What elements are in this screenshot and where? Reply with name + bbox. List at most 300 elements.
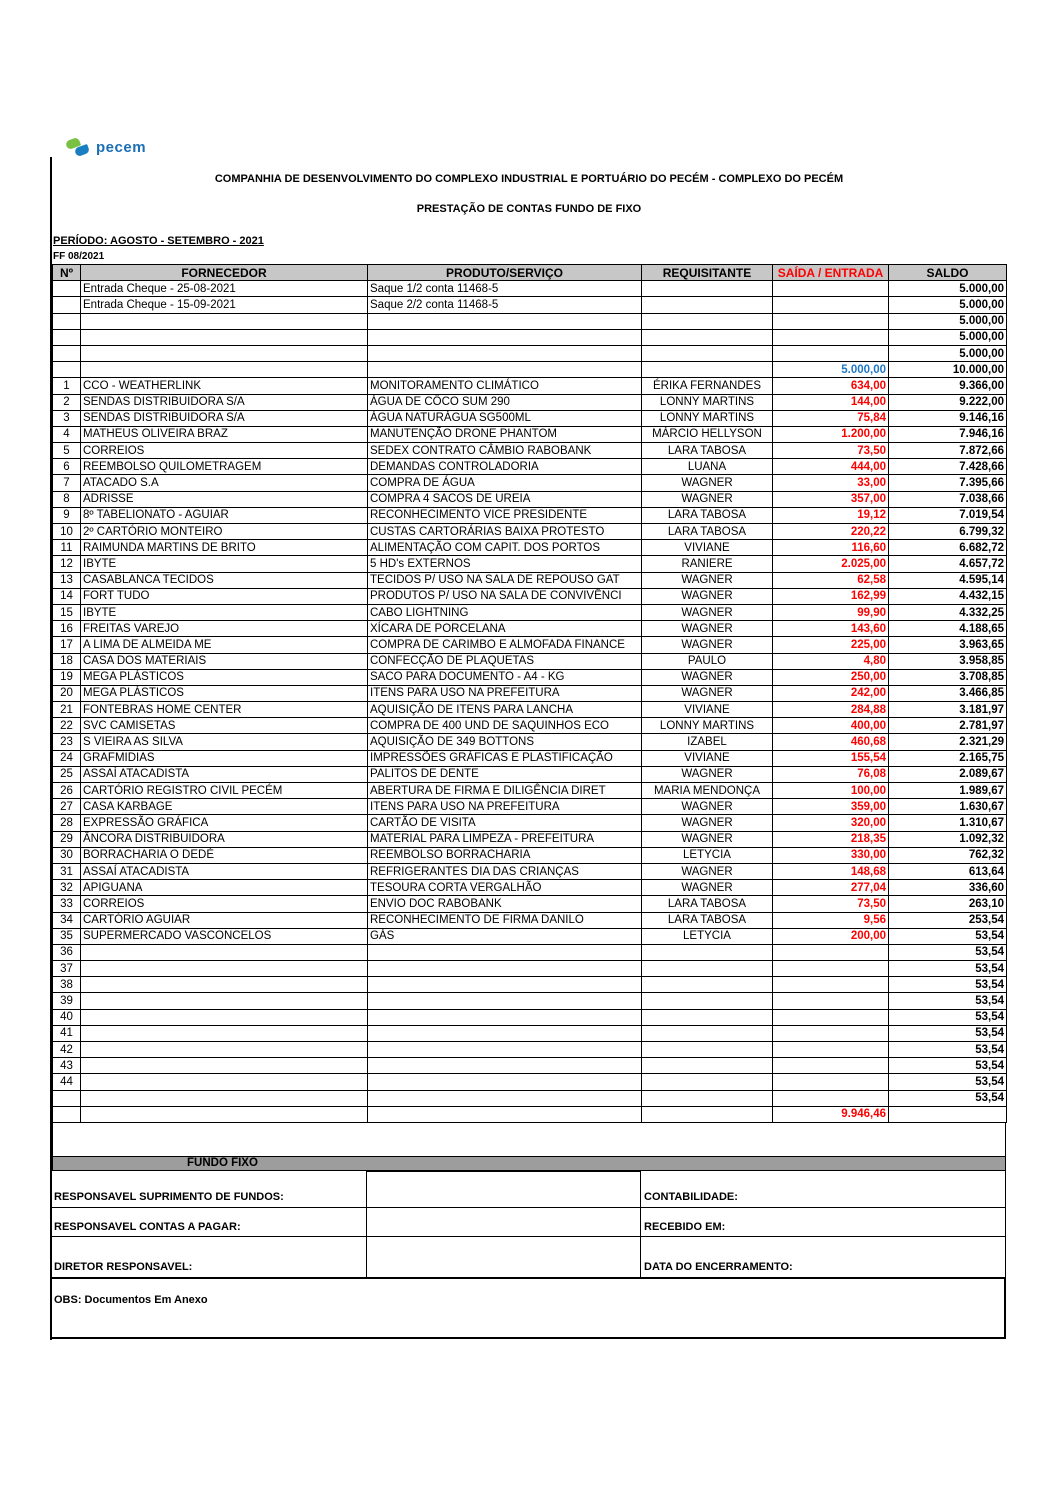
cell-n (53, 297, 81, 313)
cell-saldo: 6.682,72 (889, 540, 1007, 556)
cell-requisitante: WAGNER (642, 669, 773, 685)
cell-saldo: 7.038,66 (889, 491, 1007, 507)
cell-n: 26 (53, 783, 81, 799)
cell-requisitante (642, 1090, 773, 1106)
cell-saldo: 2.321,29 (889, 734, 1007, 750)
cell-saida (773, 1025, 889, 1041)
table-row (53, 572, 1007, 588)
cell-saldo: 9.366,00 (889, 378, 1007, 394)
cell-produto: ÁGUA DE CÔCO SUM 290 (368, 394, 642, 410)
cell-saida: 220,22 (773, 524, 889, 540)
cell-n: 37 (53, 961, 81, 977)
cell-produto (368, 362, 642, 378)
cell-saldo: 4.432,15 (889, 588, 1007, 604)
cell-saldo: 53,54 (889, 993, 1007, 1009)
cell-produto: AQUISIÇÃO DE ITENS PARA LANCHA (368, 702, 642, 718)
cell-saldo: 2.781,97 (889, 718, 1007, 734)
cell-fornecedor (81, 313, 368, 329)
cell-requisitante: LARA TABOSA (642, 912, 773, 928)
cell-saida (773, 1090, 889, 1106)
table-row (53, 734, 1007, 750)
cell-saida: 242,00 (773, 685, 889, 701)
cell-produto: PRODUTOS P/ USO NA SALA DE CONVIVÊNCI (368, 588, 642, 604)
cell-requisitante (642, 1058, 773, 1074)
cell-requisitante: WAGNER (642, 766, 773, 782)
cell-fornecedor: SUPERMERCADO VASCONCELOS (81, 928, 368, 944)
cell-n: 39 (53, 993, 81, 1009)
table-row (53, 783, 1007, 799)
cell-saldo: 3.181,97 (889, 702, 1007, 718)
cell-produto (368, 1106, 642, 1122)
cell-n: 25 (53, 766, 81, 782)
cell-fornecedor (81, 993, 368, 1009)
obs-label: OBS: Documentos Em Anexo (54, 1294, 208, 1306)
cell-requisitante: WAGNER (642, 491, 773, 507)
cell-saldo: 3.708,85 (889, 669, 1007, 685)
cell-fornecedor: SENDAS DISTRIBUIDORA S/A (81, 394, 368, 410)
cell-n: 18 (53, 653, 81, 669)
ff-code: FF 08/2021 (53, 251, 105, 262)
table-row (53, 459, 1007, 475)
cell-produto: COMPRA DE CARIMBO E ALMOFADA FINANCE (368, 637, 642, 653)
cell-fornecedor: ADRISSE (81, 491, 368, 507)
cell-saldo: 5.000,00 (889, 297, 1007, 313)
cell-saldo: 2.165,75 (889, 750, 1007, 766)
cell-produto (368, 1058, 642, 1074)
cell-produto: MATERIAL PARA LIMPEZA - PREFEITURA (368, 831, 642, 847)
table-row (53, 928, 1007, 944)
company-logo (66, 136, 146, 158)
cell-requisitante: LUANA (642, 459, 773, 475)
cell-saldo: 762,32 (889, 847, 1007, 863)
cell-produto: DEMANDAS CONTROLADORIA (368, 459, 642, 475)
table-row (53, 443, 1007, 459)
cell-saida (773, 961, 889, 977)
cell-requisitante: IZABEL (642, 734, 773, 750)
obs-box (52, 1278, 1006, 1339)
cell-fornecedor: CORREIOS (81, 896, 368, 912)
cell-produto: MANUTENÇÃO DRONE PHANTOM (368, 426, 642, 442)
cell-requisitante: WAGNER (642, 604, 773, 620)
cell-produto (368, 977, 642, 993)
table-row (53, 750, 1007, 766)
table-row (53, 426, 1007, 442)
table-row (53, 961, 1007, 977)
cell-saldo: 1.092,32 (889, 831, 1007, 847)
cell-requisitante (642, 1106, 773, 1122)
cell-saldo: 6.799,32 (889, 524, 1007, 540)
cell-fornecedor: ATACADO S.A (81, 475, 368, 491)
cell-saida (773, 993, 889, 1009)
cell-fornecedor: RAIMUNDA MARTINS DE BRITO (81, 540, 368, 556)
cell-n: 35 (53, 928, 81, 944)
cell-saida: 330,00 (773, 847, 889, 863)
table-row (53, 637, 1007, 653)
cell-fornecedor (81, 944, 368, 960)
cell-n (53, 1090, 81, 1106)
cell-requisitante: PAULO (642, 653, 773, 669)
table-row (53, 475, 1007, 491)
cell-produto (368, 1009, 642, 1025)
table-row (53, 880, 1007, 896)
table-row (53, 507, 1007, 523)
document-title: COMPANHIA DE DESENVOLVIMENTO DO COMPLEXO INDUSTRIAL E PORTUÁRIO DO PECÉM - COMPLEXO DO PECÉM (214, 173, 844, 185)
table-row (53, 1074, 1007, 1090)
cell-saldo: 2.089,67 (889, 766, 1007, 782)
cell-fornecedor: ÂNCORA DISTRIBUIDORA (81, 831, 368, 847)
table-row (53, 540, 1007, 556)
cell-fornecedor (81, 1025, 368, 1041)
label-diretor: DIRETOR RESPONSAVEL: (54, 1261, 193, 1273)
cell-saldo: 3.963,65 (889, 637, 1007, 653)
table-row (53, 766, 1007, 782)
cell-saldo: 1.310,67 (889, 815, 1007, 831)
cell-produto: CARTÃO DE VISITA (368, 815, 642, 831)
cell-saldo: 53,54 (889, 944, 1007, 960)
cell-requisitante: LONNY MARTINS (642, 718, 773, 734)
cell-fornecedor: EXPRESSÃO GRÁFICA (81, 815, 368, 831)
rows-body (53, 378, 1007, 1123)
pecem-logo-icon (66, 138, 92, 156)
cell-fornecedor: FREITAS VAREJO (81, 621, 368, 637)
cell-requisitante: WAGNER (642, 588, 773, 604)
cell-produto: CUSTAS CARTORÁRIAS BAIXA PROTESTO (368, 524, 642, 540)
cell-saida (773, 297, 889, 313)
cell-requisitante: LONNY MARTINS (642, 410, 773, 426)
table-row (53, 524, 1007, 540)
cell-saida: 9,56 (773, 912, 889, 928)
cell-produto: REEMBOLSO BORRACHARIA (368, 847, 642, 863)
cell-requisitante: LETYCIA (642, 847, 773, 863)
cell-fornecedor: CORREIOS (81, 443, 368, 459)
cell-requisitante: LETYCIA (642, 928, 773, 944)
accounts-table (52, 264, 1007, 1123)
cell-produto (368, 1025, 642, 1041)
cell-n: 13 (53, 572, 81, 588)
cell-saldo: 4.188,65 (889, 621, 1007, 637)
cell-saida: 225,00 (773, 637, 889, 653)
cell-fornecedor: CASA KARBAGE (81, 799, 368, 815)
cell-requisitante (642, 961, 773, 977)
table-row (53, 604, 1007, 620)
table-row (53, 815, 1007, 831)
cell-fornecedor (81, 345, 368, 361)
cell-saida: 9.946,46 (773, 1106, 889, 1122)
cell-saldo: 4.595,14 (889, 572, 1007, 588)
cell-produto (368, 329, 642, 345)
cell-requisitante (642, 993, 773, 1009)
cell-saldo: 53,54 (889, 1025, 1007, 1041)
table-row (53, 378, 1007, 394)
table-row (53, 1090, 1007, 1106)
cell-requisitante: MÁRCIO HELLYSON (642, 426, 773, 442)
fundo-fixo-bar (52, 1156, 1006, 1171)
entry-row (53, 281, 1007, 297)
table-row (53, 556, 1007, 572)
label-contas-pagar: RESPONSAVEL CONTAS A PAGAR: (54, 1221, 241, 1233)
cell-n: 30 (53, 847, 81, 863)
cell-produto: RECONHECIMENTO VICE PRESIDENTE (368, 507, 642, 523)
entry-row (53, 313, 1007, 329)
cell-produto: CONFECÇÃO DE PLAQUETAS (368, 653, 642, 669)
cell-saida: 359,00 (773, 799, 889, 815)
cell-saldo: 9.146,16 (889, 410, 1007, 426)
table-header-row (53, 265, 1007, 281)
entries-body (53, 281, 1007, 378)
cell-saida: 357,00 (773, 491, 889, 507)
cell-produto: SACO PARA DOCUMENTO - A4 - KG (368, 669, 642, 685)
cell-saldo: 5.000,00 (889, 345, 1007, 361)
cell-saldo: 613,64 (889, 863, 1007, 879)
cell-requisitante (642, 313, 773, 329)
cell-saida: 75,84 (773, 410, 889, 426)
cell-produto: ITENS PARA USO NA PREFEITURA (368, 799, 642, 815)
cell-produto: ENVIO DOC RABOBANK (368, 896, 642, 912)
cell-saldo: 4.657,72 (889, 556, 1007, 572)
cell-n: 8 (53, 491, 81, 507)
cell-n: 2 (53, 394, 81, 410)
cell-n: 21 (53, 702, 81, 718)
cell-produto: CABO LIGHTNING (368, 604, 642, 620)
cell-n: 29 (53, 831, 81, 847)
table-row (53, 702, 1007, 718)
cell-saida: 19,12 (773, 507, 889, 523)
cell-n: 9 (53, 507, 81, 523)
cell-requisitante: VIVIANE (642, 702, 773, 718)
cell-fornecedor: MEGA PLÁSTICOS (81, 669, 368, 685)
cell-fornecedor: CCO - WEATHERLINK (81, 378, 368, 394)
cell-n: 17 (53, 637, 81, 653)
cell-n: 23 (53, 734, 81, 750)
cell-produto: GÁS (368, 928, 642, 944)
cell-saldo: 53,54 (889, 1090, 1007, 1106)
table-row (53, 718, 1007, 734)
cell-saida: 4,80 (773, 653, 889, 669)
cell-saldo: 1.630,67 (889, 799, 1007, 815)
table-row (53, 669, 1007, 685)
table-row (53, 588, 1007, 604)
table-row (53, 1009, 1007, 1025)
cell-saldo: 53,54 (889, 977, 1007, 993)
cell-n: 15 (53, 604, 81, 620)
cell-saldo: 53,54 (889, 1074, 1007, 1090)
cell-saida: 99,90 (773, 604, 889, 620)
cell-requisitante: WAGNER (642, 621, 773, 637)
cell-n: 42 (53, 1042, 81, 1058)
cell-produto (368, 993, 642, 1009)
cell-requisitante: LARA TABOSA (642, 507, 773, 523)
cell-saida (773, 329, 889, 345)
cell-requisitante: WAGNER (642, 572, 773, 588)
label-contabilidade: CONTABILIDADE: (644, 1191, 738, 1203)
cell-saida (773, 345, 889, 361)
cell-n: 38 (53, 977, 81, 993)
cell-saldo: 10.000,00 (889, 362, 1007, 378)
table-row (53, 410, 1007, 426)
cell-saida: 1.200,00 (773, 426, 889, 442)
table-row (53, 912, 1007, 928)
cell-n: 22 (53, 718, 81, 734)
cell-produto (368, 944, 642, 960)
cell-saida: 144,00 (773, 394, 889, 410)
cell-n: 32 (53, 880, 81, 896)
cell-saida (773, 1058, 889, 1074)
cell-n: 36 (53, 944, 81, 960)
table-row (53, 896, 1007, 912)
cell-saida: 100,00 (773, 783, 889, 799)
cell-saida: 320,00 (773, 815, 889, 831)
cell-fornecedor: ASSAÍ ATACADISTA (81, 863, 368, 879)
table-row (53, 993, 1007, 1009)
cell-saldo: 7.428,66 (889, 459, 1007, 475)
cell-saldo: 7.395,66 (889, 475, 1007, 491)
cell-fornecedor: 2º CARTÓRIO MONTEIRO (81, 524, 368, 540)
cell-n (53, 329, 81, 345)
cell-saida: 143,60 (773, 621, 889, 637)
cell-fornecedor: MATHEUS OLIVEIRA BRAZ (81, 426, 368, 442)
cell-produto: Saque 2/2 conta 11468-5 (368, 297, 642, 313)
cell-n: 24 (53, 750, 81, 766)
entry-row (53, 329, 1007, 345)
cell-saida: 73,50 (773, 443, 889, 459)
cell-saldo: 53,54 (889, 928, 1007, 944)
cell-requisitante (642, 362, 773, 378)
cell-fornecedor (81, 1042, 368, 1058)
cell-saida (773, 313, 889, 329)
cell-produto: ABERTURA DE FIRMA E DILIGÊNCIA DIRET (368, 783, 642, 799)
cell-fornecedor: S VIEIRA AS SILVA (81, 734, 368, 750)
cell-saida: 116,60 (773, 540, 889, 556)
cell-requisitante: LARA TABOSA (642, 443, 773, 459)
cell-saida: 76,08 (773, 766, 889, 782)
cell-saida: 460,68 (773, 734, 889, 750)
cell-saldo: 3.958,85 (889, 653, 1007, 669)
cell-saldo: 7.019,54 (889, 507, 1007, 523)
cell-saida: 33,00 (773, 475, 889, 491)
table-row (53, 394, 1007, 410)
cell-fornecedor: IBYTE (81, 556, 368, 572)
cell-saida: 155,54 (773, 750, 889, 766)
cell-n: 19 (53, 669, 81, 685)
cell-saldo: 3.466,85 (889, 685, 1007, 701)
cell-requisitante: LARA TABOSA (642, 896, 773, 912)
cell-requisitante: WAGNER (642, 863, 773, 879)
cell-n: 5 (53, 443, 81, 459)
cell-fornecedor (81, 329, 368, 345)
label-recebido: RECEBIDO EM: (644, 1221, 726, 1233)
cell-n: 16 (53, 621, 81, 637)
cell-n: 7 (53, 475, 81, 491)
cell-fornecedor (81, 362, 368, 378)
cell-saldo: 5.000,00 (889, 281, 1007, 297)
table-row (53, 621, 1007, 637)
cell-saida (773, 1074, 889, 1090)
header-saida-entrada: SAÍDA / ENTRADA (773, 265, 889, 281)
cell-fornecedor (81, 977, 368, 993)
logo-text: pecem (96, 138, 147, 156)
cell-produto: TESOURA CORTA VERGALHÃO (368, 880, 642, 896)
cell-n: 11 (53, 540, 81, 556)
cell-produto: ITENS PARA USO NA PREFEITURA (368, 685, 642, 701)
cell-fornecedor: 8º TABELIONATO - AGUIAR (81, 507, 368, 523)
cell-saldo: 7.872,66 (889, 443, 1007, 459)
cell-saldo: 53,54 (889, 1042, 1007, 1058)
cell-n: 31 (53, 863, 81, 879)
cell-fornecedor: GRAFMIDIAS (81, 750, 368, 766)
header-saldo: SALDO (889, 265, 1007, 281)
cell-produto: PALITOS DE DENTE (368, 766, 642, 782)
cell-produto (368, 1074, 642, 1090)
cell-requisitante (642, 1009, 773, 1025)
cell-saida: 73,50 (773, 896, 889, 912)
cell-saida (773, 1009, 889, 1025)
cell-requisitante (642, 1074, 773, 1090)
cell-fornecedor: Entrada Cheque - 25-08-2021 (81, 281, 368, 297)
cell-fornecedor: FORT TUDO (81, 588, 368, 604)
cell-saida: 277,04 (773, 880, 889, 896)
label-encerramento: DATA DO ENCERRAMENTO: (644, 1261, 793, 1273)
cell-produto (368, 313, 642, 329)
document-subtitle: PRESTAÇÃO DE CONTAS FUNDO DE FIXO (416, 203, 642, 215)
cell-requisitante: VIVIANE (642, 540, 773, 556)
header-requisitante: REQUISITANTE (642, 265, 773, 281)
cell-saldo: 336,60 (889, 880, 1007, 896)
cell-saldo: 4.332,25 (889, 604, 1007, 620)
cell-saida: 400,00 (773, 718, 889, 734)
cell-fornecedor: IBYTE (81, 604, 368, 620)
cell-requisitante: WAGNER (642, 475, 773, 491)
cell-n: 40 (53, 1009, 81, 1025)
cell-produto: COMPRA 4 SACOS DE UREIA (368, 491, 642, 507)
label-suprimento: RESPONSAVEL SUPRIMENTO DE FUNDOS: (54, 1191, 284, 1203)
cell-fornecedor (81, 1090, 368, 1106)
cell-n: 20 (53, 685, 81, 701)
period-label: PERÍODO: AGOSTO - SETEMBRO - 2021 (53, 235, 264, 247)
cell-n: 43 (53, 1058, 81, 1074)
cell-saldo: 253,54 (889, 912, 1007, 928)
cell-fornecedor (81, 1009, 368, 1025)
cell-requisitante: MARIA MENDONÇA (642, 783, 773, 799)
cell-saldo: 7.946,16 (889, 426, 1007, 442)
cell-produto: ALIMENTAÇÃO COM CAPIT. DOS PORTOS (368, 540, 642, 556)
cell-saida: 218,35 (773, 831, 889, 847)
cell-fornecedor: FONTEBRAS HOME CENTER (81, 702, 368, 718)
entry-row (53, 297, 1007, 313)
cell-requisitante (642, 297, 773, 313)
cell-saida: 148,68 (773, 863, 889, 879)
cell-n: 3 (53, 410, 81, 426)
cell-n (53, 313, 81, 329)
cell-n (53, 281, 81, 297)
cell-saida (773, 281, 889, 297)
table-row (53, 1058, 1007, 1074)
cell-saida (773, 1042, 889, 1058)
table-row (53, 977, 1007, 993)
cell-produto: 5 HD's EXTERNOS (368, 556, 642, 572)
cell-n: 4 (53, 426, 81, 442)
entry-row (53, 345, 1007, 361)
cell-saldo: 263,10 (889, 896, 1007, 912)
cell-saida (773, 944, 889, 960)
cell-saldo: 53,54 (889, 961, 1007, 977)
cell-produto: IMPRESSÕES GRÁFICAS E PLASTIFICAÇÃO (368, 750, 642, 766)
cell-n: 12 (53, 556, 81, 572)
table-row (53, 491, 1007, 507)
cell-n (53, 362, 81, 378)
cell-produto: REFRIGERANTES DIA DAS CRIANÇAS (368, 863, 642, 879)
cell-requisitante: RANIERE (642, 556, 773, 572)
cell-requisitante (642, 345, 773, 361)
